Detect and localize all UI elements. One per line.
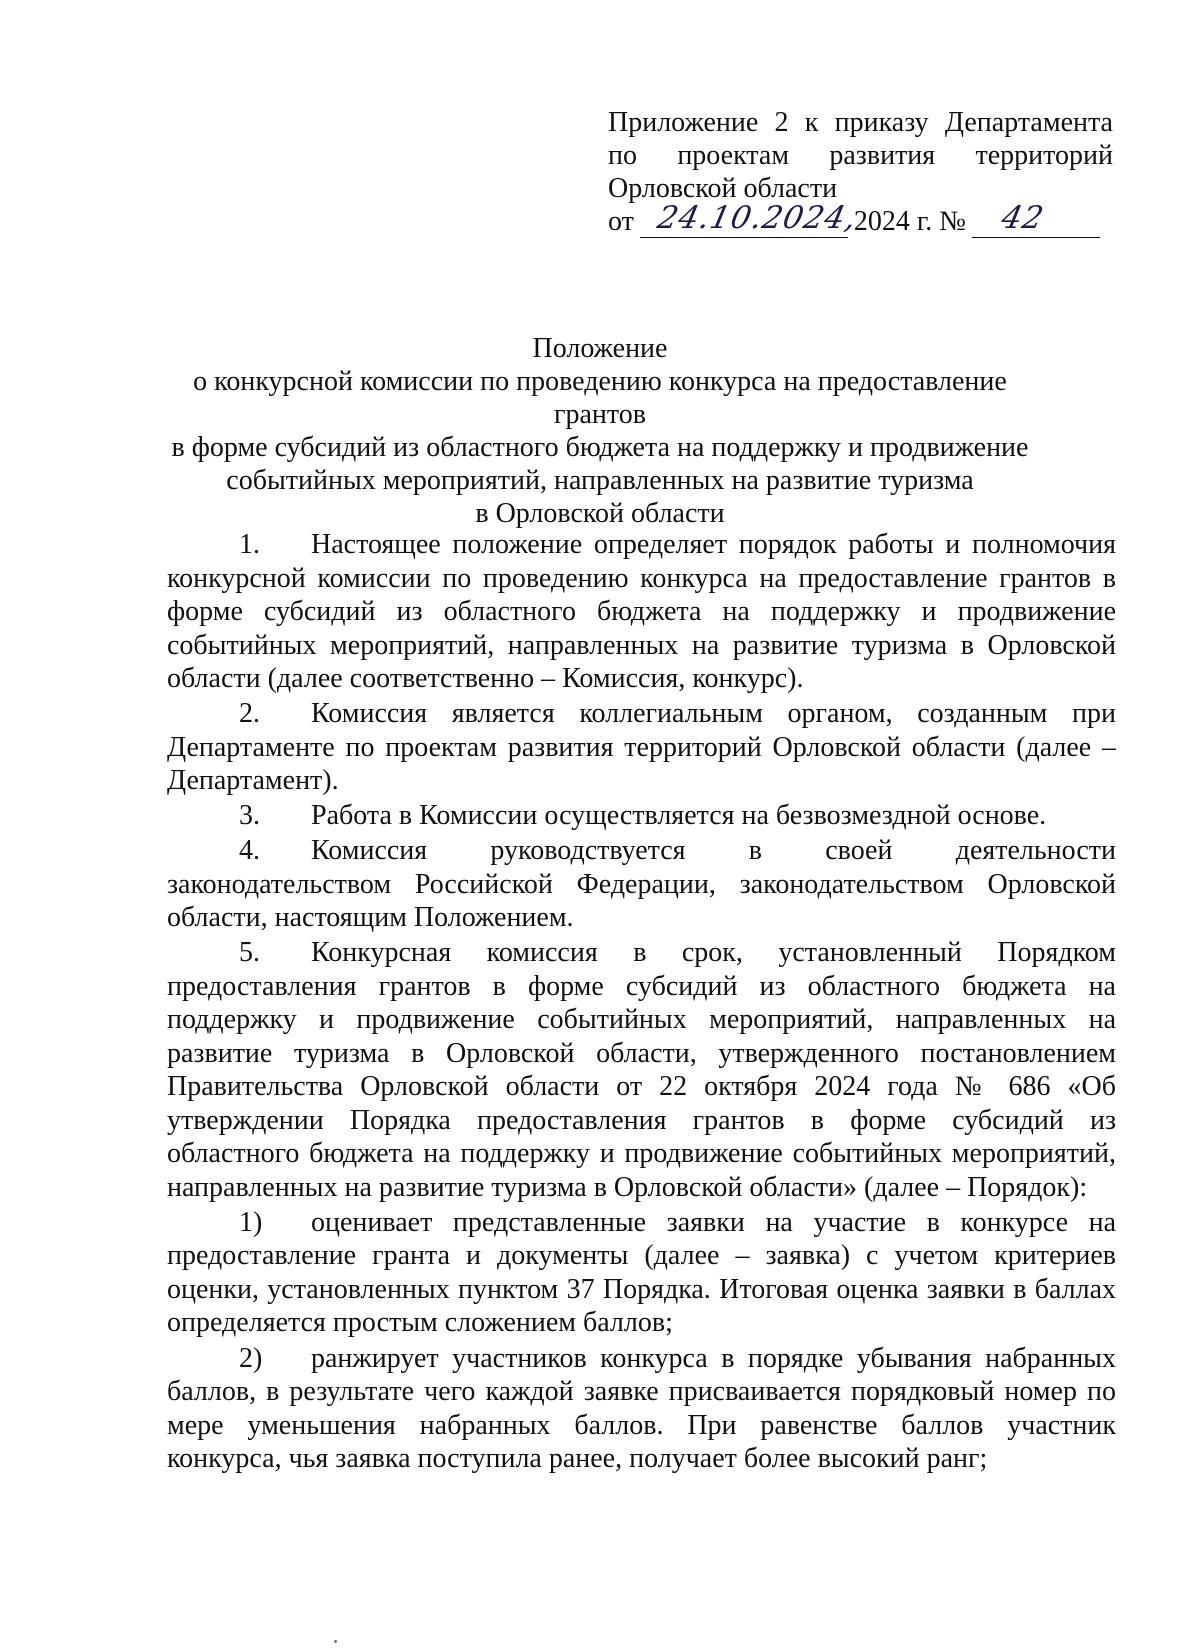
paragraph-number: 2. — [239, 698, 260, 730]
approval-line-3: Орловской области — [608, 173, 838, 204]
subitem-text: оценивает представленные заявки на участие в конкурсе на предоставление гранта и документы (далее – заявка) с учетом критериев оценки, установленных пунктом 37 Порядка. Итоговая оценка заявки в баллах определяется простым сложением баллов; — [167, 1206, 1116, 1339]
subitem-1 — [167, 1206, 1116, 1340]
subitem-text: ранжирует участников конкурса в порядке убывания набранных баллов, в результате чего каждой заявке присваивается порядковый номер по мере уменьшения набранных баллов. При равенстве баллов участник конкурса, чья заявка поступила ранее, получает более высокий ранг; — [167, 1342, 1116, 1475]
approval-line-2: по проектам развития территорий — [608, 140, 1113, 171]
paragraph-4 — [167, 834, 1116, 935]
paragraph-number: 1. — [239, 529, 260, 560]
paragraph-3 — [167, 799, 1116, 833]
document-title — [150, 332, 1050, 530]
paragraph-1 — [167, 528, 1116, 696]
subitem-2 — [167, 1342, 1116, 1476]
title-line-3: событийных мероприятий, направленных на развитие туризма — [226, 465, 974, 496]
number-field — [972, 200, 1100, 238]
subitem-number: 1) — [239, 1206, 263, 1238]
paragraph-5 — [167, 936, 1116, 1204]
paragraph-2 — [167, 697, 1116, 798]
approval-block — [608, 106, 1113, 238]
paragraph-number: 4. — [239, 835, 260, 867]
title-heading: Положение — [532, 333, 668, 364]
title-line-2: в форме субсидий из областного бюджета на поддержку и продвижение — [171, 432, 1029, 463]
paragraph-text: Комиссия является коллегиальным органом, созданным при Департаменте по проектам развития территорий Орловской области (далее – Департамент). — [167, 698, 1116, 797]
date-field — [640, 200, 861, 238]
paragraph-number: 5. — [239, 937, 260, 969]
handwritten-date: 24.10.2024, — [654, 200, 861, 236]
title-line-1: о конкурсной комиссии по проведению конкурса на предоставление грантов — [193, 366, 1007, 430]
handwritten-number: 42 — [998, 200, 1048, 236]
year-text: 2024 г. № — [853, 206, 966, 237]
paragraph-number: 3. — [239, 800, 260, 832]
subitem-number: 2) — [239, 1342, 263, 1374]
paragraph-text: Конкурсная комиссия в срок, установленный Порядком предоставления грантов в форме субсидий из областного бюджета на поддержку и продвижение событийных мероприятий, направленных на развитие туризма в Орловской области, утвержденного постановлением Правительства Орловской области от 22 октября 2024 года № 686 «Об утверждении Порядка предоставления грантов в форме субсидий из областного бюджета на поддержку и продвижение событийных мероприятий, направленных на развитие туризма в Орловской области» (далее – Порядок): — [167, 937, 1116, 1203]
scan-speck — [334, 1640, 337, 1643]
document-body — [167, 528, 1116, 1477]
approval-line-1: Приложение 2 к приказу Департамента — [608, 107, 1113, 138]
date-prefix: от — [608, 206, 634, 237]
title-line-4: в Орловской области — [475, 498, 725, 529]
paragraph-text: Работа в Комиссии осуществляется на безвозмездной основе. — [311, 800, 1047, 832]
paragraph-text: Настоящее положение определяет порядок работы и полномочия конкурсной комиссии по проведению конкурса на предоставление грантов в форме субсидий из областного бюджета на поддержку и продвижение событийных мероприятий, направленных на развитие туризма в Орловской области (далее соответственно – Комиссия, конкурс). — [167, 529, 1116, 694]
approval-date-line — [608, 200, 1113, 238]
paragraph-text: Комиссия руководствуется в своей деятельности законодательством Российской Федерации, законодательством Орловской области, настоящим Положением. — [167, 835, 1116, 934]
